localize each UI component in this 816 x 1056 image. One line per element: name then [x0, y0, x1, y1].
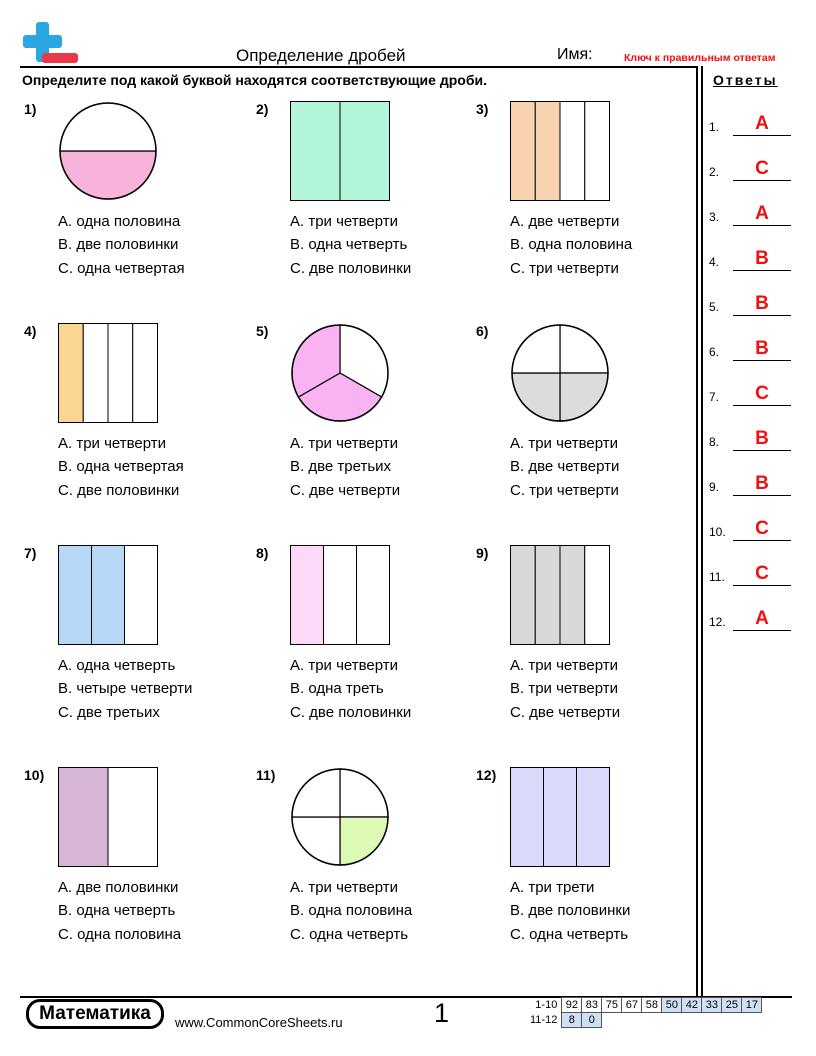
answer-line — [733, 495, 791, 496]
answer-row — [709, 474, 809, 496]
unshaded-part — [60, 103, 156, 151]
choice-option: C. три четверти — [510, 481, 619, 499]
answer-key-label: Ключ к правильным ответам — [624, 52, 776, 64]
choice-option: C. одна половина — [58, 925, 182, 943]
choice-option: A. три четверти — [290, 879, 399, 896]
choice-option: A. три четверти — [290, 213, 399, 230]
choice-option: B. две третьих — [290, 458, 392, 476]
answer-letter: A — [755, 203, 769, 224]
score-cell: 42 — [682, 998, 702, 1013]
unshaded-part — [133, 324, 158, 423]
score-cell: 0 — [582, 1013, 602, 1028]
choice-option: C. две третьих — [58, 703, 160, 721]
answer-line — [733, 630, 791, 631]
answer-number: 11. — [709, 570, 725, 584]
unshaded-part — [108, 768, 158, 867]
shaded-part — [535, 546, 560, 645]
fraction-circle — [510, 323, 610, 423]
choice-list — [58, 654, 192, 724]
choice-option: B. две половинки — [510, 902, 631, 920]
score-cell: 8 — [562, 1013, 582, 1028]
score-cell: 83 — [582, 998, 602, 1013]
answer-number: 2. — [709, 165, 720, 179]
fraction-bar — [290, 101, 390, 201]
answer-number: 12. — [709, 615, 726, 629]
choice-list — [290, 654, 411, 724]
answer-number: 5. — [709, 300, 720, 314]
choice-option: B. одна четвертая — [58, 458, 184, 476]
choice-list — [290, 432, 400, 502]
choice-option: C. три четверти — [510, 259, 619, 277]
answer-line — [733, 225, 791, 226]
answer-row — [709, 429, 809, 451]
choice-option: A. три четверти — [290, 657, 399, 674]
page-title: Определение дробей — [236, 46, 406, 65]
problem-item — [24, 101, 244, 301]
choice-option: C. две половинки — [290, 703, 412, 721]
choice-option: C. две четверти — [290, 481, 401, 499]
site-url: www.CommonCoreSheets.ru — [175, 1015, 343, 1030]
problem-number: 3) — [476, 101, 489, 117]
problem-item — [256, 323, 476, 523]
score-cell: 33 — [702, 998, 722, 1013]
score-row-label: 1-10 — [535, 999, 558, 1011]
fraction-circle — [58, 101, 158, 201]
answer-number: 10. — [709, 525, 726, 539]
choice-option: A. две четверти — [510, 213, 620, 230]
answer-line — [733, 315, 791, 316]
choice-option: A. три четверти — [58, 435, 167, 452]
problem-item — [256, 545, 476, 745]
fraction-bar — [510, 545, 610, 645]
answer-number: 4. — [709, 255, 720, 269]
choice-option: B. одна половина — [290, 902, 413, 920]
shaded-part — [340, 102, 390, 201]
shaded-part — [560, 546, 585, 645]
choice-option: B. три четверти — [510, 680, 619, 698]
shaded-part — [291, 546, 324, 645]
subject-badge: Математика — [26, 999, 164, 1029]
fraction-bar — [58, 767, 158, 867]
answer-column-divider — [696, 66, 698, 996]
answer-column-divider-inner — [701, 66, 703, 996]
answer-number: 9. — [709, 480, 720, 494]
choice-option: B. одна четверть — [290, 236, 408, 254]
problem-number: 4) — [24, 323, 37, 339]
choice-option: B. две четверти — [510, 458, 620, 476]
answers-title: Ответы — [713, 72, 778, 88]
problem-item — [24, 767, 244, 967]
answer-letter: B — [755, 293, 769, 314]
unshaded-part — [324, 546, 357, 645]
shaded-part — [577, 768, 610, 867]
answer-line — [733, 360, 791, 361]
problem-number: 6) — [476, 323, 489, 339]
shaded-part — [511, 546, 536, 645]
choice-list — [290, 876, 412, 946]
shaded-part — [535, 102, 560, 201]
score-cell: 75 — [602, 998, 622, 1013]
problem-item — [256, 101, 476, 301]
problem-item — [24, 323, 244, 523]
choice-option: B. одна половина — [510, 236, 633, 254]
answer-letter: A — [755, 608, 769, 629]
score-cell: 58 — [642, 998, 662, 1013]
answer-row — [709, 204, 809, 226]
problem-number: 10) — [24, 767, 45, 783]
problem-number: 9) — [476, 545, 489, 561]
answer-row — [709, 609, 809, 631]
unshaded-part — [83, 324, 108, 423]
problem-item — [24, 545, 244, 745]
choice-option: B. две половинки — [58, 236, 179, 254]
answer-line — [733, 450, 791, 451]
choice-option: A. одна половина — [58, 213, 181, 230]
problem-number: 1) — [24, 101, 37, 117]
problem-number: 8) — [256, 545, 269, 561]
unshaded-part — [357, 546, 390, 645]
problem-number: 12) — [476, 767, 497, 783]
choice-list — [510, 432, 619, 502]
score-cell: 50 — [662, 998, 682, 1013]
problem-number: 11) — [256, 767, 276, 783]
score-row-label: 11-12 — [530, 1014, 558, 1026]
score-row — [530, 998, 762, 1013]
logo-icon — [20, 22, 80, 66]
problem-item — [476, 323, 696, 523]
answer-row — [709, 384, 809, 406]
shaded-part — [59, 546, 92, 645]
answer-line — [733, 180, 791, 181]
answer-line — [733, 405, 791, 406]
shaded-part — [59, 768, 109, 867]
problem-number: 7) — [24, 545, 37, 561]
answer-row — [709, 339, 809, 361]
answer-row — [709, 249, 809, 271]
choice-option: A. три трети — [510, 879, 595, 896]
answer-row — [709, 519, 809, 541]
choice-list — [510, 210, 632, 280]
choice-option: C. две четверти — [510, 703, 621, 721]
answer-line — [733, 135, 791, 136]
answer-number: 6. — [709, 345, 720, 359]
choice-list — [510, 654, 620, 724]
choice-option: C. две половинки — [290, 259, 412, 277]
score-table — [530, 997, 762, 1028]
score-cell: 92 — [562, 998, 582, 1013]
choice-list — [290, 210, 411, 280]
shaded-part — [291, 102, 341, 201]
fraction-circle — [290, 767, 390, 867]
fraction-bar — [510, 101, 610, 201]
answer-number: 3. — [709, 210, 720, 224]
choice-option: A. три четверти — [510, 657, 619, 674]
page-number: 1 — [434, 998, 450, 1028]
fraction-bar — [510, 767, 610, 867]
shaded-part — [59, 324, 84, 423]
choice-option: A. две половинки — [58, 879, 179, 896]
answer-number: 1. — [709, 120, 720, 134]
unshaded-part — [585, 102, 610, 201]
problem-number: 5) — [256, 323, 269, 339]
shaded-part — [511, 768, 544, 867]
choice-option: C. одна четверть — [290, 925, 409, 943]
answer-letter: B — [755, 473, 769, 494]
choice-list — [58, 876, 181, 946]
choice-option: C. одна четверть — [510, 925, 629, 943]
choice-option: C. две половинки — [58, 481, 180, 499]
problem-item — [476, 767, 696, 967]
answer-row — [709, 564, 809, 586]
score-cell: 25 — [722, 998, 742, 1013]
answer-number: 8. — [709, 435, 720, 449]
answer-number: 7. — [709, 390, 720, 404]
choice-option: B. одна четверть — [58, 902, 176, 920]
fraction-bar — [290, 545, 390, 645]
answer-letter: C — [755, 563, 769, 584]
choice-list — [58, 432, 184, 502]
answer-line — [733, 585, 791, 586]
fraction-bar — [58, 545, 158, 645]
answer-line — [733, 540, 791, 541]
shaded-part — [511, 102, 536, 201]
answer-letter: C — [755, 158, 769, 179]
unshaded-part — [108, 324, 133, 423]
shaded-part — [544, 768, 577, 867]
score-cell: 17 — [742, 998, 762, 1013]
answer-letter: C — [755, 383, 769, 404]
unshaded-part — [585, 546, 610, 645]
choice-option: B. одна треть — [290, 680, 384, 698]
name-label: Имя: — [557, 46, 593, 63]
choice-option: C. одна четвертая — [58, 259, 185, 277]
instructions: Определите под какой буквой находятся соответствующие дроби. — [22, 72, 487, 88]
choice-option: A. одна четверть — [58, 657, 176, 674]
problem-item — [256, 767, 476, 967]
answer-row — [709, 159, 809, 181]
shaded-part — [60, 151, 156, 199]
score-cell: 67 — [622, 998, 642, 1013]
answer-letter: B — [755, 428, 769, 449]
answer-row — [709, 294, 809, 316]
problem-item — [476, 101, 696, 301]
problem-number: 2) — [256, 101, 269, 117]
fraction-circle — [290, 323, 390, 423]
answer-line — [733, 270, 791, 271]
answer-letter: B — [755, 248, 769, 269]
choice-option: A. три четверти — [510, 435, 619, 452]
shaded-part — [92, 546, 125, 645]
answer-row — [709, 114, 809, 136]
score-row — [530, 1013, 762, 1028]
header-divider — [20, 66, 696, 68]
answer-letter: B — [755, 338, 769, 359]
answer-letter: A — [755, 113, 769, 134]
choice-list — [510, 876, 630, 946]
fraction-bar — [58, 323, 158, 423]
unshaded-part — [560, 102, 585, 201]
problem-item — [476, 545, 696, 745]
choice-list — [58, 210, 185, 280]
choice-option: B. четыре четверти — [58, 680, 193, 698]
unshaded-part — [125, 546, 158, 645]
answer-letter: C — [755, 518, 769, 539]
choice-option: A. три четверти — [290, 435, 399, 452]
